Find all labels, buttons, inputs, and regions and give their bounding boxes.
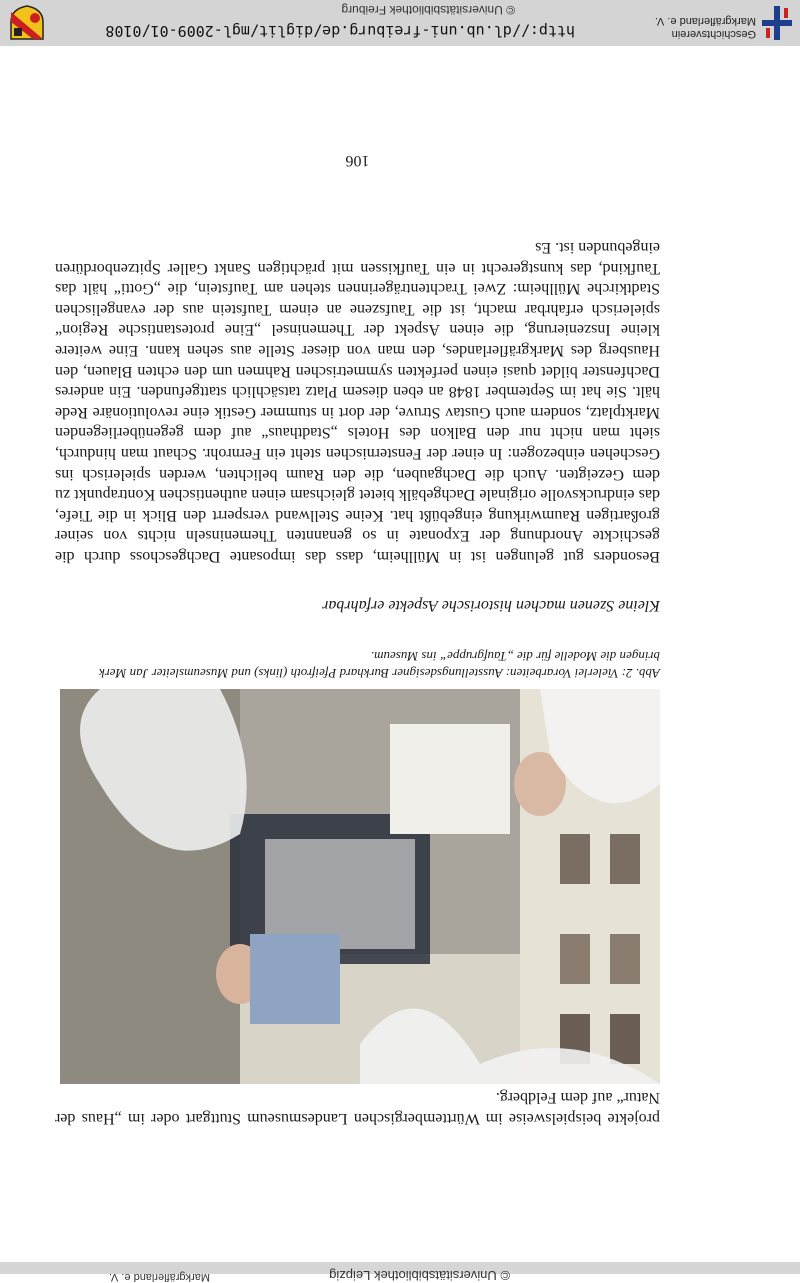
page-number: 106 xyxy=(345,152,370,169)
coat-of-arms-icon[interactable] xyxy=(8,4,46,42)
copyright-notice: © Universitätsbibliothek Freiburg xyxy=(341,3,515,17)
section-subheading: Kleine Szenen machen historische Aspekte erfahrbar xyxy=(322,597,660,614)
society-line-1: Geschichtsverein xyxy=(671,28,756,40)
sliver-society: Markgräflerland e. V. xyxy=(108,1271,210,1283)
society-line-2: Markgräflerland e. V. xyxy=(654,15,756,27)
document-url[interactable]: http://dl.ub.uni-freiburg.de/diglit/mgl-2009-01/0108 xyxy=(105,22,575,40)
main-paragraph: Besonders gut gelungen ist in Müllheim, dass das imposante Dachgeschoss durch die geschickte Anordnung der Exponate in so genannten Themeninseln nichts von seiner großartigen Raumwirkung eingebüßt hat. Keine Stellwand versperrt den Blick in die Tiefe, das eindrucksvolle originale Dachgebälk bietet gleichsam einen authentischen Kontrapunkt zu dem Gezeigten. Auch die Dachgauben, die den Raum belichten, werden spielerisch ins Geschehen einbezogen: In einer der Fensternischen steht ein Fernrohr. Schaut man hindurch, sieht man nicht nur den Balkon des Hotels „Stadthaus“ auf dem gegenüberliegenden Marktplatz, sondern auch Gustav Struve, der dort in stummer Gestik eine revolutionäre Rede hält. Sie hat im September 1848 an eben diesem Platz tatsächlich stattgefunden. Ein anderes Dachfenster bildet quasi einen perfekten symmetrischen Rahmen um den echten Blauen, den Hausberg des Markgräflerlandes, den man von dieser Stelle aus sehen kann. Eine weitere kleine Inszenierung, die einen Aspekt der Themeninsel „Eine protestantische Region“ spielerisch erfahrbar macht, ist die Taufszene an einem Taufstein aus der evangelischen Stadtkirche Müllheim: Zwei Trachtenträgerinnen stehen am Taufstein, die „Gotti“ hält das Taufkind, das kunstgerecht in ein Taufkissen mit prächtigen Sankt Galler Spitzenbordüren eingebunden ist. Es xyxy=(55,239,660,565)
top-paragraph: projekte beispielsweise im Württembergischen Landesmuseum Stuttgart oder im „Haus der Natur“ auf dem Feldberg. xyxy=(55,1089,660,1127)
ub-freiburg-logo-icon[interactable] xyxy=(760,4,794,42)
photo-illustration xyxy=(60,689,660,1084)
figure-photo xyxy=(60,689,660,1084)
society-name xyxy=(655,14,756,40)
viewer-header xyxy=(0,0,800,46)
sliver-copyright: © Universitätsbibliothek Leipzig xyxy=(329,1268,510,1283)
figure-caption: Abb. 2: Vielerlei Vorarbeiten: Ausstellungsdesigner Burkhard Pfeifroth (links) und Museumsleiter Jan Merk bringen die Modelle für die „Taufgruppe“ ins Museum. xyxy=(98,649,660,681)
